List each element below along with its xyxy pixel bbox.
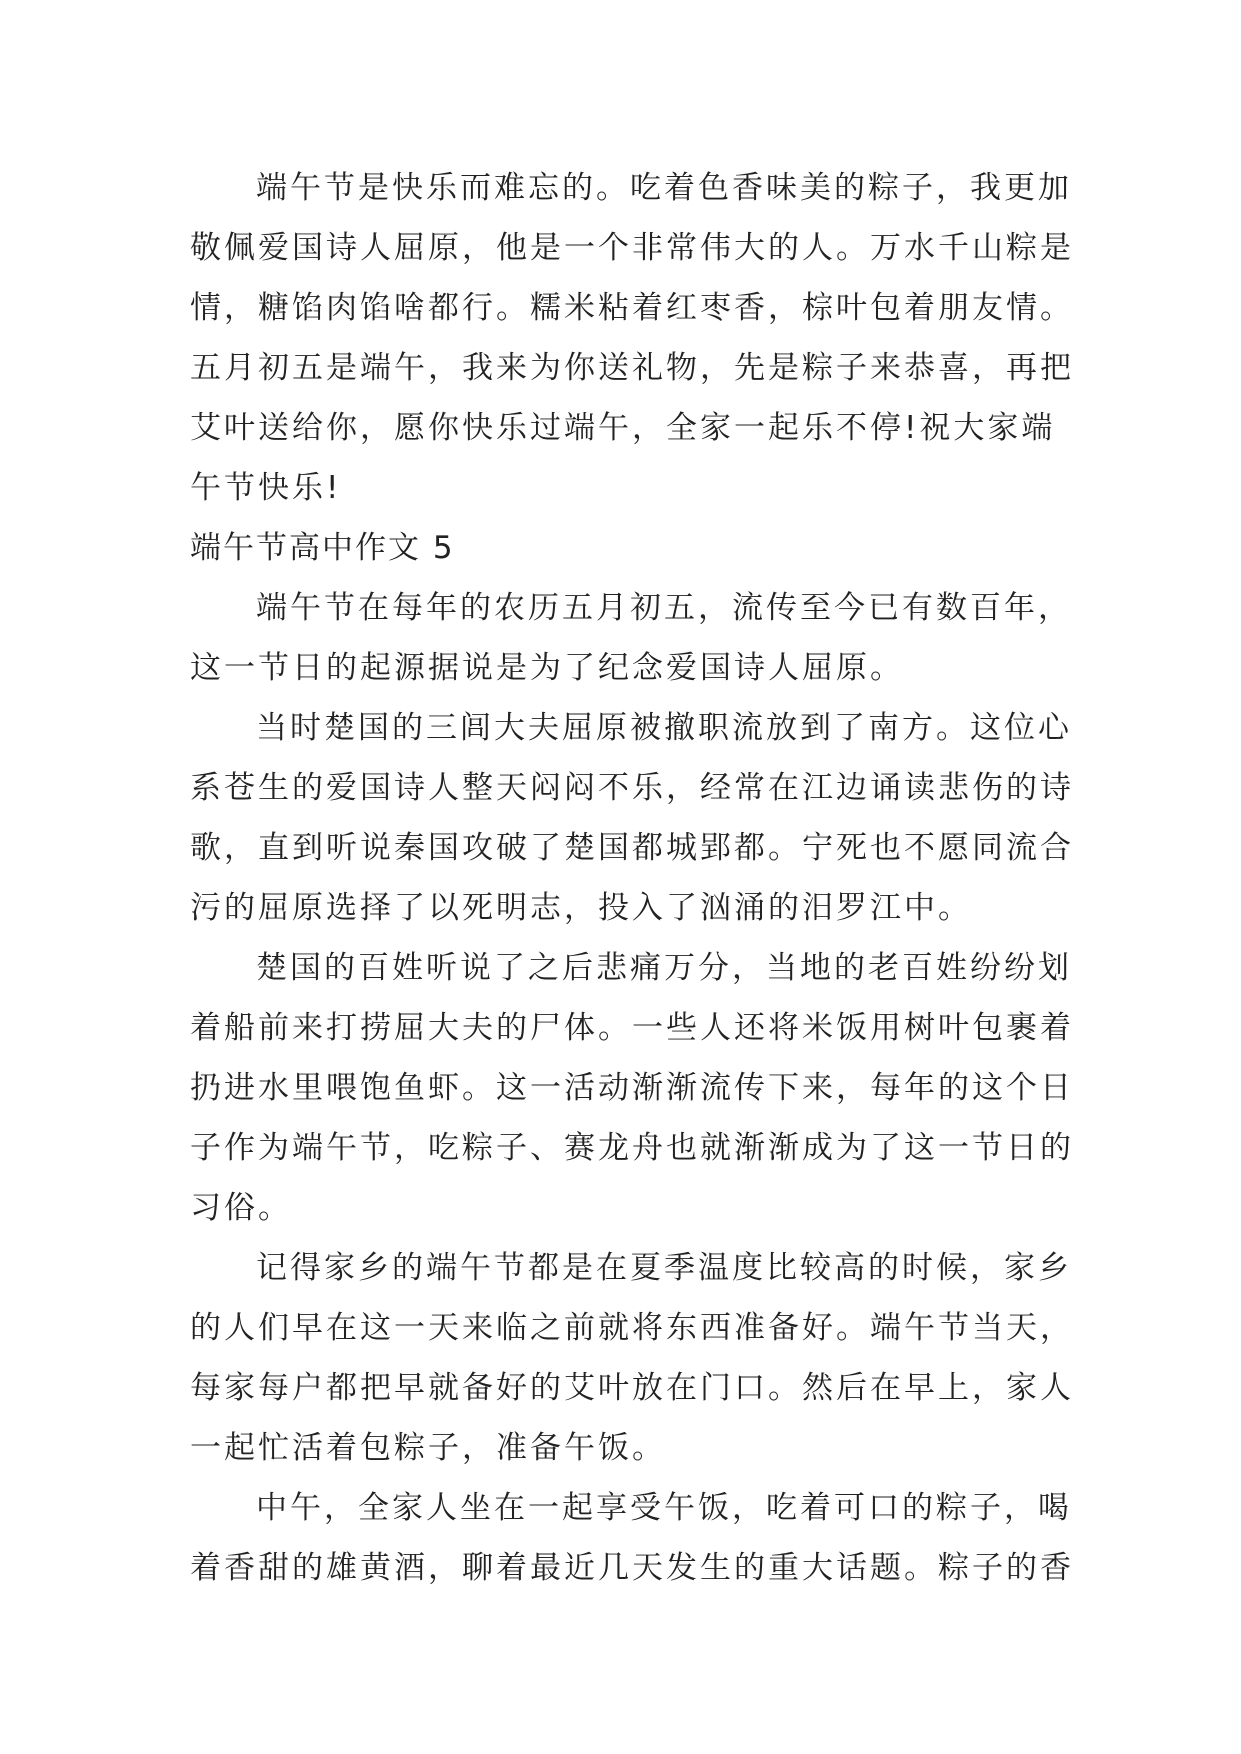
text-line: 情，糖馅肉馅啥都行。糯米粘着红枣香，棕叶包着朋友情。 xyxy=(190,290,1074,326)
text-line: 的人们早在这一天来临之前就将东西准备好。端午节当天， xyxy=(190,1310,1074,1346)
text-line: 着船前来打捞屈大夫的尸体。一些人还将米饭用树叶包裹着 xyxy=(190,1010,1074,1046)
text-line: 敬佩爱国诗人屈原，他是一个非常伟大的人。万水千山粽是 xyxy=(190,230,1074,266)
text-line: 歌，直到听说秦国攻破了楚国都城郢都。宁死也不愿同流合 xyxy=(190,830,1074,866)
text-line: 污的屈原选择了以死明志，投入了汹涌的汨罗江中。 xyxy=(190,890,972,926)
text-line: 五月初五是端午，我来为你送礼物，先是粽子来恭喜，再把 xyxy=(190,350,1074,386)
text-line: 系苍生的爱国诗人整天闷闷不乐，经常在江边诵读悲伤的诗 xyxy=(190,770,1074,806)
text-line: 一起忙活着包粽子，准备午饭。 xyxy=(190,1430,666,1466)
document-body xyxy=(190,158,1074,1598)
text-line: 端午节在每年的农历五月初五，流传至今已有数百年， xyxy=(256,590,1072,626)
text-line: 每家每户都把早就备好的艾叶放在门口。然后在早上，家人 xyxy=(190,1370,1074,1406)
text-line: 午节快乐! xyxy=(190,470,342,506)
text-line: 这一节日的起源据说是为了纪念爱国诗人屈原。 xyxy=(190,650,904,686)
section-heading: 端午节高中作文 5 xyxy=(190,530,455,566)
text-line: 当时楚国的三闾大夫屈原被撤职流放到了南方。这位心 xyxy=(256,710,1072,746)
text-line: 记得家乡的端午节都是在夏季温度比较高的时候，家乡 xyxy=(256,1250,1072,1286)
text-line: 着香甜的雄黄酒，聊着最近几天发生的重大话题。粽子的香 xyxy=(190,1550,1074,1586)
text-line: 艾叶送给你，愿你快乐过端午，全家一起乐不停!祝大家端 xyxy=(190,410,1056,446)
text-line: 习俗。 xyxy=(190,1190,292,1226)
text-line: 端午节是快乐而难忘的。吃着色香味美的粽子，我更加 xyxy=(256,170,1072,206)
text-line: 子作为端午节，吃粽子、赛龙舟也就渐渐成为了这一节日的 xyxy=(190,1130,1074,1166)
text-line: 扔进水里喂饱鱼虾。这一活动渐渐流传下来，每年的这个日 xyxy=(190,1070,1074,1106)
text-line: 楚国的百姓听说了之后悲痛万分，当地的老百姓纷纷划 xyxy=(256,950,1072,986)
text-line: 中午，全家人坐在一起享受午饭，吃着可口的粽子，喝 xyxy=(256,1490,1072,1526)
